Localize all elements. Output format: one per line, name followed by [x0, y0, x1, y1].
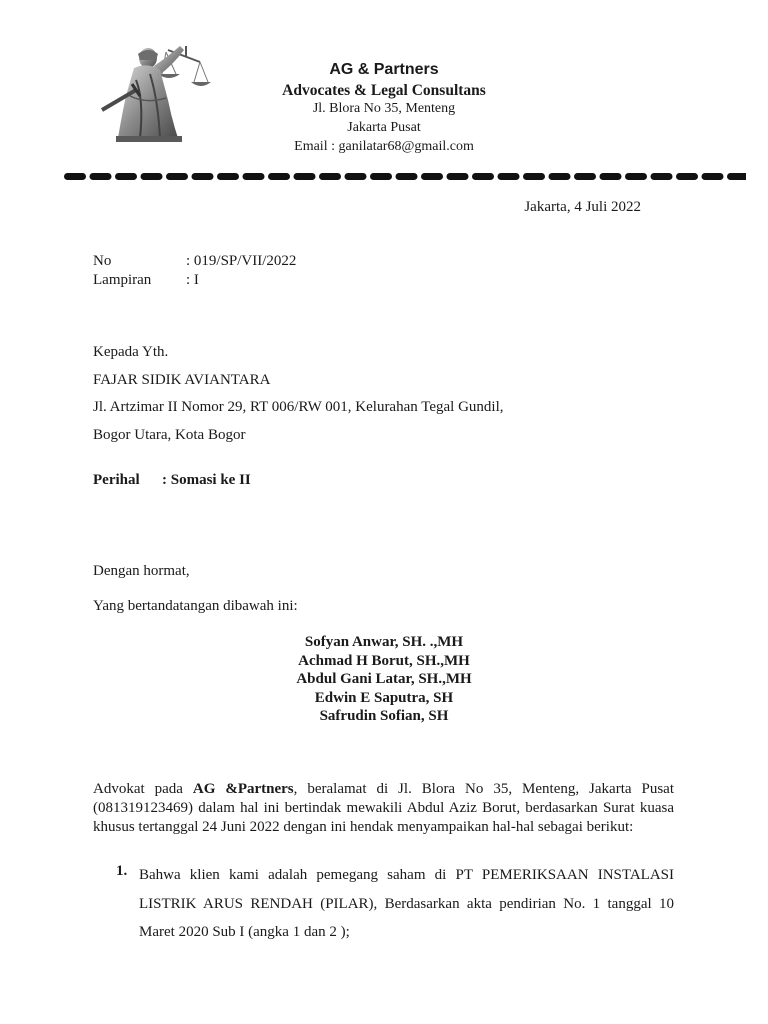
- firm-address-line1: Jl. Blora No 35, Menteng: [312, 101, 456, 116]
- lady-justice-icon: [96, 40, 214, 142]
- recipient-address-line2: Bogor Utara, Kota Bogor: [93, 427, 246, 443]
- firm-email: Email : ganilatar68@gmail.com: [294, 139, 474, 154]
- signer-name: Edwin E Saputra, SH: [314, 689, 454, 706]
- lampiran-value: : I: [186, 272, 199, 288]
- firm-subtitle: Advocates & Legal Consultans: [282, 82, 486, 99]
- recipient-address-line1: Jl. Artzimar II Nomor 29, RT 006/RW 001, Kelurahan Tegal Gundil,: [93, 399, 504, 415]
- body-rest: , beralamat di Jl. Blora No 35, Menteng, Jakarta Pusat (081319123469) dalam hal ini bertindak mewakili Abdul Aziz Borut, berdasarkan Surat kuasa khusus tertanggal 24 Juni 2022 dengan ini hendak menyampaikan hal-hal sebagai berikut:: [93, 781, 674, 835]
- signer-name: Safrudin Sofian, SH: [319, 708, 449, 725]
- signer-name: Sofyan Anwar, SH. .,MH: [304, 634, 464, 650]
- list-item-number: 1.: [116, 863, 128, 879]
- signer-name: Achmad H Borut, SH.,MH: [298, 652, 470, 669]
- letterhead-divider: [64, 170, 746, 184]
- no-label: No: [93, 253, 112, 269]
- letter-date: Jakarta, 4 Juli 2022: [524, 199, 641, 215]
- signer-name: Abdul Gani Latar, SH.,MH: [296, 671, 472, 688]
- no-value: : 019/SP/VII/2022: [186, 253, 297, 269]
- subject-value: : Somasi ke II: [162, 472, 251, 488]
- list-item-text: Bahwa klien kami adalah pemegang saham di PT PEMERIKSAAN INSTALASI LISTRIK ARUS RENDAH (PILAR), Berdasarkan akta pendirian No. 1 tanggal 10 Maret 2020 Sub I (angka 1 dan 2 );: [139, 867, 674, 940]
- firm-name: AG & Partners: [329, 61, 439, 78]
- greeting: Dengan hormat,: [93, 563, 190, 579]
- recipient-salutation: Kepada Yth.: [93, 344, 169, 360]
- firm-address-line2: Jakarta Pusat: [347, 120, 421, 135]
- intro-text: Yang bertandatangan dibawah ini:: [93, 598, 298, 614]
- recipient-name: FAJAR SIDIK AVIANTARA: [93, 372, 271, 388]
- lampiran-label: Lampiran: [93, 272, 152, 288]
- body-prefix: Advokat pada: [93, 781, 193, 797]
- subject-label: Perihal: [93, 472, 140, 488]
- body-firm-name: AG &Partners: [192, 781, 294, 797]
- signers-list: [200, 633, 568, 726]
- body-paragraph: [93, 780, 674, 837]
